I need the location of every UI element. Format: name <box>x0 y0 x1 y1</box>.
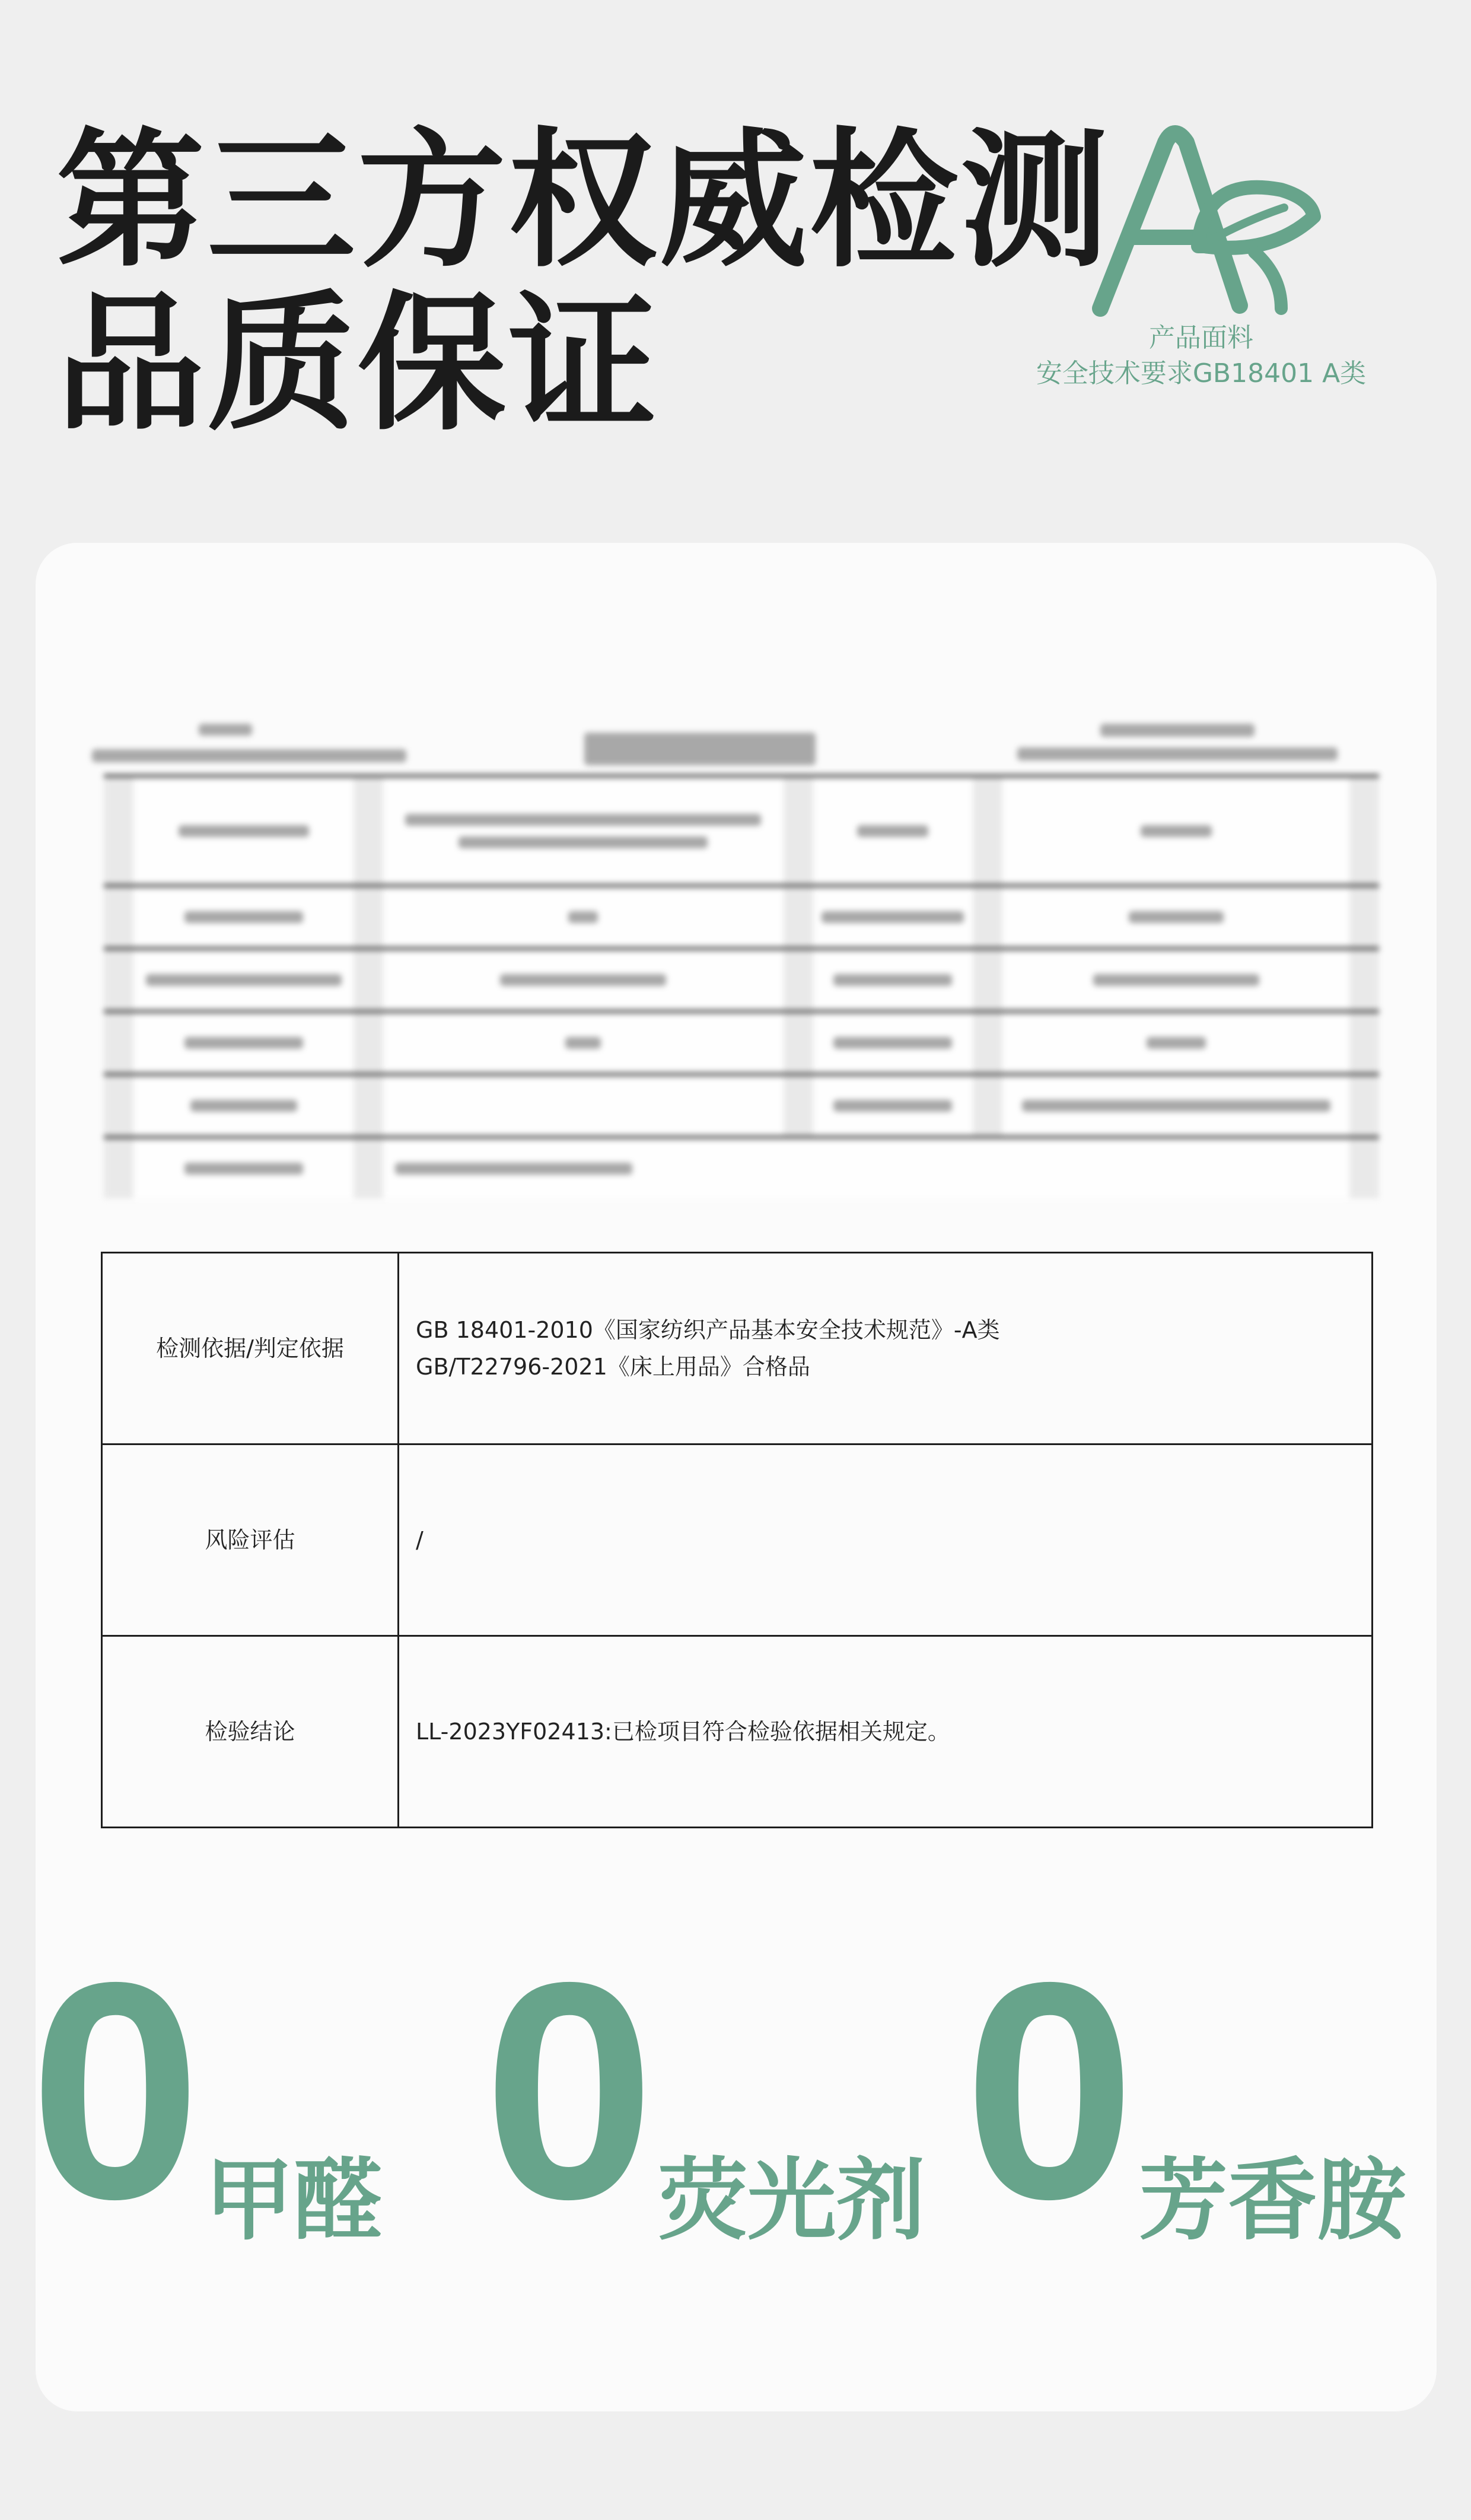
conclusion-value: LL-2023YF02413:已检项目符合检验依据相关规定。 <box>399 1636 1373 1828</box>
headline-line-1: 第三方权威检测 <box>56 113 1111 287</box>
claim-number: 0 <box>483 1918 655 2263</box>
badge-caption-1: 产品面料 <box>1149 323 1253 353</box>
certification-badge <box>1008 119 1394 392</box>
table-row <box>102 1636 1373 1828</box>
badge-caption-2: 安全技术要求GB18401 A类 <box>1036 358 1367 389</box>
conclusion-label: 检验结论 <box>102 1636 399 1828</box>
claim-label: 芳香胺 <box>1139 2149 1406 2252</box>
report-conclusion-table <box>101 1252 1373 1828</box>
basis-standard-1: GB 18401-2010《国家纺织产品基本安全技术规范》-A类 <box>416 1317 1000 1343</box>
page-headline <box>56 113 1111 450</box>
zero-claims <box>30 1918 1412 2281</box>
risk-assessment-value: / <box>399 1444 1373 1636</box>
table-row <box>102 1444 1373 1636</box>
claim-number: 0 <box>964 1918 1136 2263</box>
risk-assessment-label: 风险评估 <box>102 1444 399 1636</box>
blurred-info-table <box>104 774 1379 1198</box>
claim-label: 荧光剂 <box>658 2149 926 2252</box>
blurred-report-header <box>92 715 1391 1198</box>
basis-value <box>399 1253 1373 1444</box>
table-row <box>102 1253 1373 1444</box>
claim-label: 甲醛 <box>205 2149 383 2252</box>
basis-label: 检测依据/判定依据 <box>102 1253 399 1444</box>
claim-number: 0 <box>30 1918 202 2263</box>
basis-standard-2: GB/T22796-2021《床上用品》合格品 <box>416 1354 810 1380</box>
headline-line-2: 品质保证 <box>56 276 659 450</box>
ae-leaf-logo-icon <box>1077 119 1326 320</box>
